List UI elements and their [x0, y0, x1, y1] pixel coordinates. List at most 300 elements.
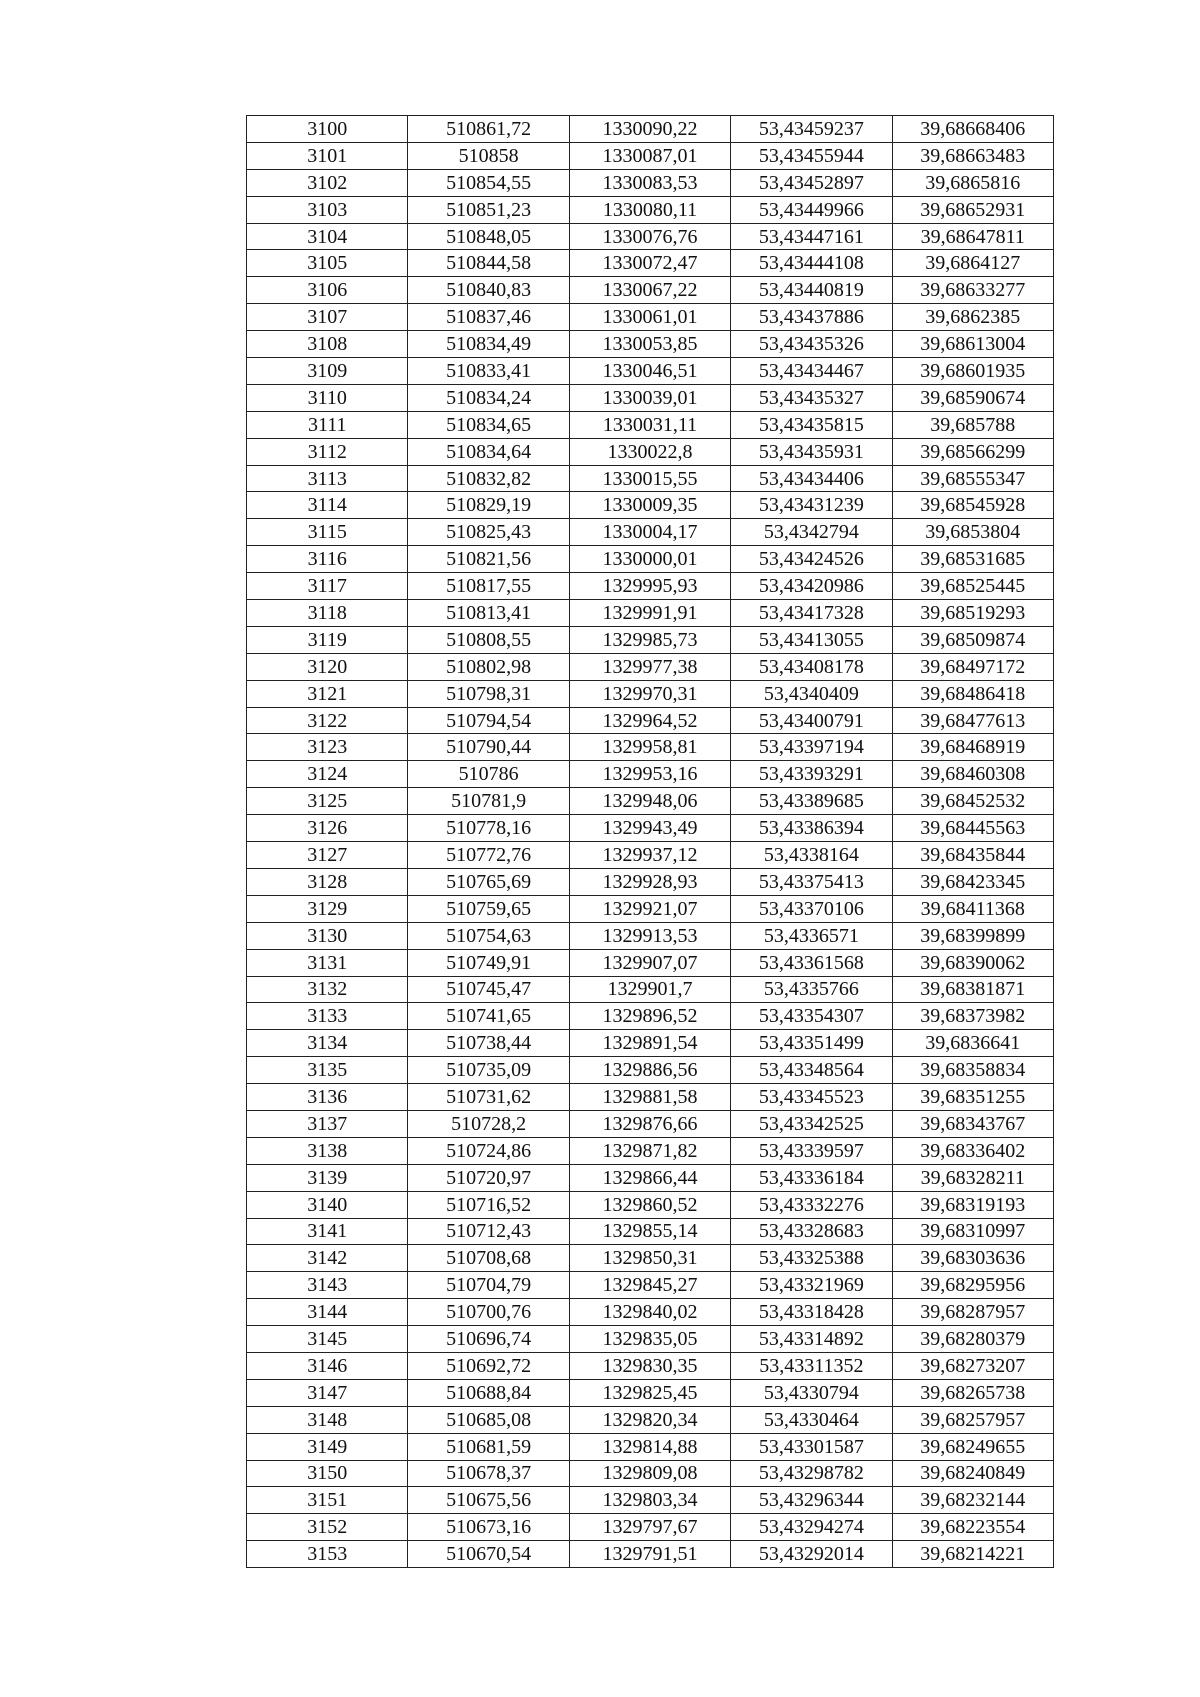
y-coordinate-cell: 1329809,08 — [569, 1460, 730, 1487]
x-coordinate-cell: 510738,44 — [408, 1030, 569, 1057]
latitude-cell: 53,43361568 — [731, 949, 892, 976]
table-row — [247, 1218, 1054, 1245]
y-coordinate-cell: 1330076,76 — [569, 223, 730, 250]
latitude-cell: 53,43348564 — [731, 1057, 892, 1084]
y-coordinate-cell: 1329948,06 — [569, 788, 730, 815]
longitude-cell: 39,68381871 — [892, 976, 1053, 1003]
table-row — [247, 734, 1054, 761]
latitude-cell: 53,4338164 — [731, 842, 892, 869]
longitude-cell: 39,68319193 — [892, 1191, 1053, 1218]
latitude-cell: 53,43332276 — [731, 1191, 892, 1218]
latitude-cell: 53,43296344 — [731, 1487, 892, 1514]
latitude-cell: 53,43449966 — [731, 196, 892, 223]
x-coordinate-cell: 510673,16 — [408, 1514, 569, 1541]
latitude-cell: 53,43311352 — [731, 1352, 892, 1379]
x-coordinate-cell: 510745,47 — [408, 976, 569, 1003]
y-coordinate-cell: 1330067,22 — [569, 277, 730, 304]
y-coordinate-cell: 1329985,73 — [569, 626, 730, 653]
table-row — [247, 1191, 1054, 1218]
x-coordinate-cell: 510834,65 — [408, 411, 569, 438]
point-number-cell: 3117 — [247, 573, 408, 600]
x-coordinate-cell: 510781,9 — [408, 788, 569, 815]
y-coordinate-cell: 1329886,56 — [569, 1057, 730, 1084]
latitude-cell: 53,4336571 — [731, 922, 892, 949]
table-row — [247, 465, 1054, 492]
latitude-cell: 53,43328683 — [731, 1218, 892, 1245]
x-coordinate-cell: 510778,16 — [408, 815, 569, 842]
point-number-cell: 3102 — [247, 169, 408, 196]
table-row — [247, 169, 1054, 196]
longitude-cell: 39,68497172 — [892, 653, 1053, 680]
point-number-cell: 3112 — [247, 438, 408, 465]
longitude-cell: 39,68336402 — [892, 1137, 1053, 1164]
y-coordinate-cell: 1330087,01 — [569, 142, 730, 169]
x-coordinate-cell: 510692,72 — [408, 1352, 569, 1379]
longitude-cell: 39,6853804 — [892, 519, 1053, 546]
longitude-cell: 39,68509874 — [892, 626, 1053, 653]
longitude-cell: 39,68240849 — [892, 1460, 1053, 1487]
point-number-cell: 3150 — [247, 1460, 408, 1487]
x-coordinate-cell: 510840,83 — [408, 277, 569, 304]
table-row — [247, 1272, 1054, 1299]
table-row — [247, 1299, 1054, 1326]
longitude-cell: 39,68468919 — [892, 734, 1053, 761]
table-row — [247, 1003, 1054, 1030]
y-coordinate-cell: 1329860,52 — [569, 1191, 730, 1218]
y-coordinate-cell: 1329901,7 — [569, 976, 730, 1003]
table-row — [247, 1245, 1054, 1272]
y-coordinate-cell: 1330072,47 — [569, 250, 730, 277]
longitude-cell: 39,68566299 — [892, 438, 1053, 465]
x-coordinate-cell: 510708,68 — [408, 1245, 569, 1272]
table-row — [247, 1110, 1054, 1137]
longitude-cell: 39,68525445 — [892, 573, 1053, 600]
table-row — [247, 1541, 1054, 1568]
table-row — [247, 1030, 1054, 1057]
x-coordinate-cell: 510704,79 — [408, 1272, 569, 1299]
longitude-cell: 39,68265738 — [892, 1379, 1053, 1406]
latitude-cell: 53,43417328 — [731, 600, 892, 627]
table-row — [247, 223, 1054, 250]
table-row — [247, 1057, 1054, 1084]
longitude-cell: 39,68328211 — [892, 1164, 1053, 1191]
point-number-cell: 3115 — [247, 519, 408, 546]
longitude-cell: 39,68287957 — [892, 1299, 1053, 1326]
latitude-cell: 53,43339597 — [731, 1137, 892, 1164]
y-coordinate-cell: 1330090,22 — [569, 116, 730, 143]
latitude-cell: 53,43452897 — [731, 169, 892, 196]
y-coordinate-cell: 1329991,91 — [569, 600, 730, 627]
table-row — [247, 1352, 1054, 1379]
y-coordinate-cell: 1329797,67 — [569, 1514, 730, 1541]
latitude-cell: 53,43294274 — [731, 1514, 892, 1541]
point-number-cell: 3145 — [247, 1326, 408, 1353]
point-number-cell: 3137 — [247, 1110, 408, 1137]
point-number-cell: 3142 — [247, 1245, 408, 1272]
y-coordinate-cell: 1329907,07 — [569, 949, 730, 976]
latitude-cell: 53,43431239 — [731, 492, 892, 519]
y-coordinate-cell: 1329871,82 — [569, 1137, 730, 1164]
table-row — [247, 1137, 1054, 1164]
table-row — [247, 1326, 1054, 1353]
y-coordinate-cell: 1329921,07 — [569, 895, 730, 922]
point-number-cell: 3105 — [247, 250, 408, 277]
latitude-cell: 53,43397194 — [731, 734, 892, 761]
point-number-cell: 3153 — [247, 1541, 408, 1568]
x-coordinate-cell: 510735,09 — [408, 1057, 569, 1084]
table-row — [247, 895, 1054, 922]
longitude-cell: 39,68486418 — [892, 680, 1053, 707]
y-coordinate-cell: 1329820,34 — [569, 1406, 730, 1433]
x-coordinate-cell: 510741,65 — [408, 1003, 569, 1030]
point-number-cell: 3106 — [247, 277, 408, 304]
latitude-cell: 53,43393291 — [731, 761, 892, 788]
longitude-cell: 39,68445563 — [892, 815, 1053, 842]
y-coordinate-cell: 1330083,53 — [569, 169, 730, 196]
table-row — [247, 1406, 1054, 1433]
x-coordinate-cell: 510696,74 — [408, 1326, 569, 1353]
latitude-cell: 53,43351499 — [731, 1030, 892, 1057]
y-coordinate-cell: 1330004,17 — [569, 519, 730, 546]
y-coordinate-cell: 1329803,34 — [569, 1487, 730, 1514]
point-number-cell: 3120 — [247, 653, 408, 680]
x-coordinate-cell: 510720,97 — [408, 1164, 569, 1191]
point-number-cell: 3126 — [247, 815, 408, 842]
table-row — [247, 922, 1054, 949]
point-number-cell: 3131 — [247, 949, 408, 976]
longitude-cell: 39,68477613 — [892, 707, 1053, 734]
latitude-cell: 53,43459237 — [731, 116, 892, 143]
latitude-cell: 53,43298782 — [731, 1460, 892, 1487]
x-coordinate-cell: 510813,41 — [408, 600, 569, 627]
longitude-cell: 39,68423345 — [892, 868, 1053, 895]
longitude-cell: 39,68590674 — [892, 384, 1053, 411]
x-coordinate-cell: 510833,41 — [408, 358, 569, 385]
y-coordinate-cell: 1330080,11 — [569, 196, 730, 223]
point-number-cell: 3107 — [247, 304, 408, 331]
table-row — [247, 142, 1054, 169]
y-coordinate-cell: 1329964,52 — [569, 707, 730, 734]
latitude-cell: 53,4340409 — [731, 680, 892, 707]
x-coordinate-cell: 510754,63 — [408, 922, 569, 949]
longitude-cell: 39,68280379 — [892, 1326, 1053, 1353]
y-coordinate-cell: 1329881,58 — [569, 1084, 730, 1111]
x-coordinate-cell: 510829,19 — [408, 492, 569, 519]
x-coordinate-cell: 510749,91 — [408, 949, 569, 976]
point-number-cell: 3141 — [247, 1218, 408, 1245]
y-coordinate-cell: 1329850,31 — [569, 1245, 730, 1272]
y-coordinate-cell: 1329913,53 — [569, 922, 730, 949]
point-number-cell: 3138 — [247, 1137, 408, 1164]
latitude-cell: 53,43314892 — [731, 1326, 892, 1353]
y-coordinate-cell: 1329943,49 — [569, 815, 730, 842]
y-coordinate-cell: 1329855,14 — [569, 1218, 730, 1245]
x-coordinate-cell: 510688,84 — [408, 1379, 569, 1406]
table-row — [247, 573, 1054, 600]
y-coordinate-cell: 1330022,8 — [569, 438, 730, 465]
latitude-cell: 53,43435326 — [731, 331, 892, 358]
point-number-cell: 3129 — [247, 895, 408, 922]
latitude-cell: 53,43389685 — [731, 788, 892, 815]
latitude-cell: 53,43342525 — [731, 1110, 892, 1137]
point-number-cell: 3101 — [247, 142, 408, 169]
y-coordinate-cell: 1330039,01 — [569, 384, 730, 411]
table-row — [247, 358, 1054, 385]
table-row — [247, 1514, 1054, 1541]
x-coordinate-cell: 510716,52 — [408, 1191, 569, 1218]
table-row — [247, 680, 1054, 707]
point-number-cell: 3144 — [247, 1299, 408, 1326]
table-row — [247, 492, 1054, 519]
y-coordinate-cell: 1329937,12 — [569, 842, 730, 869]
table-row — [247, 600, 1054, 627]
longitude-cell: 39,68601935 — [892, 358, 1053, 385]
longitude-cell: 39,6864127 — [892, 250, 1053, 277]
y-coordinate-cell: 1329825,45 — [569, 1379, 730, 1406]
longitude-cell: 39,685788 — [892, 411, 1053, 438]
table-row — [247, 519, 1054, 546]
longitude-cell: 39,68214221 — [892, 1541, 1053, 1568]
point-number-cell: 3118 — [247, 600, 408, 627]
latitude-cell: 53,43435327 — [731, 384, 892, 411]
y-coordinate-cell: 1329896,52 — [569, 1003, 730, 1030]
point-number-cell: 3143 — [247, 1272, 408, 1299]
x-coordinate-cell: 510765,69 — [408, 868, 569, 895]
longitude-cell: 39,68373982 — [892, 1003, 1053, 1030]
y-coordinate-cell: 1330031,11 — [569, 411, 730, 438]
x-coordinate-cell: 510821,56 — [408, 546, 569, 573]
x-coordinate-cell: 510759,65 — [408, 895, 569, 922]
x-coordinate-cell: 510834,64 — [408, 438, 569, 465]
y-coordinate-cell: 1329840,02 — [569, 1299, 730, 1326]
point-number-cell: 3121 — [247, 680, 408, 707]
longitude-cell: 39,68232144 — [892, 1487, 1053, 1514]
latitude-cell: 53,43325388 — [731, 1245, 892, 1272]
y-coordinate-cell: 1330015,55 — [569, 465, 730, 492]
latitude-cell: 53,43400791 — [731, 707, 892, 734]
latitude-cell: 53,43420986 — [731, 573, 892, 600]
point-number-cell: 3128 — [247, 868, 408, 895]
longitude-cell: 39,68257957 — [892, 1406, 1053, 1433]
table-row — [247, 868, 1054, 895]
longitude-cell: 39,68555347 — [892, 465, 1053, 492]
point-number-cell: 3130 — [247, 922, 408, 949]
x-coordinate-cell: 510712,43 — [408, 1218, 569, 1245]
y-coordinate-cell: 1329830,35 — [569, 1352, 730, 1379]
table-row — [247, 1379, 1054, 1406]
table-row — [247, 1084, 1054, 1111]
point-number-cell: 3146 — [247, 1352, 408, 1379]
latitude-cell: 53,43435815 — [731, 411, 892, 438]
longitude-cell: 39,68545928 — [892, 492, 1053, 519]
table-row — [247, 976, 1054, 1003]
x-coordinate-cell: 510834,24 — [408, 384, 569, 411]
point-number-cell: 3125 — [247, 788, 408, 815]
table-row — [247, 1433, 1054, 1460]
table-row — [247, 546, 1054, 573]
longitude-cell: 39,6836641 — [892, 1030, 1053, 1057]
point-number-cell: 3122 — [247, 707, 408, 734]
x-coordinate-cell: 510772,76 — [408, 842, 569, 869]
x-coordinate-cell: 510825,43 — [408, 519, 569, 546]
y-coordinate-cell: 1329814,88 — [569, 1433, 730, 1460]
table-row — [247, 196, 1054, 223]
table-row — [247, 1487, 1054, 1514]
y-coordinate-cell: 1329891,54 — [569, 1030, 730, 1057]
x-coordinate-cell: 510731,62 — [408, 1084, 569, 1111]
point-number-cell: 3109 — [247, 358, 408, 385]
x-coordinate-cell: 510851,23 — [408, 196, 569, 223]
latitude-cell: 53,43413055 — [731, 626, 892, 653]
latitude-cell: 53,43437886 — [731, 304, 892, 331]
latitude-cell: 53,43375413 — [731, 868, 892, 895]
table-row — [247, 250, 1054, 277]
x-coordinate-cell: 510798,31 — [408, 680, 569, 707]
longitude-cell: 39,68663483 — [892, 142, 1053, 169]
longitude-cell: 39,68223554 — [892, 1514, 1053, 1541]
point-number-cell: 3124 — [247, 761, 408, 788]
y-coordinate-cell: 1330046,51 — [569, 358, 730, 385]
x-coordinate-cell: 510844,58 — [408, 250, 569, 277]
longitude-cell: 39,68249655 — [892, 1433, 1053, 1460]
y-coordinate-cell: 1330000,01 — [569, 546, 730, 573]
point-number-cell: 3134 — [247, 1030, 408, 1057]
table-row — [247, 438, 1054, 465]
latitude-cell: 53,4342794 — [731, 519, 892, 546]
latitude-cell: 53,43354307 — [731, 1003, 892, 1030]
point-number-cell: 3100 — [247, 116, 408, 143]
coordinates-table — [246, 115, 1054, 1568]
point-number-cell: 3140 — [247, 1191, 408, 1218]
point-number-cell: 3104 — [247, 223, 408, 250]
x-coordinate-cell: 510685,08 — [408, 1406, 569, 1433]
table-row — [247, 411, 1054, 438]
y-coordinate-cell: 1329970,31 — [569, 680, 730, 707]
latitude-cell: 53,43455944 — [731, 142, 892, 169]
longitude-cell: 39,68411368 — [892, 895, 1053, 922]
point-number-cell: 3103 — [247, 196, 408, 223]
x-coordinate-cell: 510802,98 — [408, 653, 569, 680]
x-coordinate-cell: 510854,55 — [408, 169, 569, 196]
point-number-cell: 3127 — [247, 842, 408, 869]
y-coordinate-cell: 1329866,44 — [569, 1164, 730, 1191]
longitude-cell: 39,68519293 — [892, 600, 1053, 627]
table-row — [247, 842, 1054, 869]
x-coordinate-cell: 510728,2 — [408, 1110, 569, 1137]
x-coordinate-cell: 510724,86 — [408, 1137, 569, 1164]
x-coordinate-cell: 510675,56 — [408, 1487, 569, 1514]
longitude-cell: 39,68435844 — [892, 842, 1053, 869]
latitude-cell: 53,43318428 — [731, 1299, 892, 1326]
table-row — [247, 949, 1054, 976]
longitude-cell: 39,68358834 — [892, 1057, 1053, 1084]
latitude-cell: 53,43336184 — [731, 1164, 892, 1191]
x-coordinate-cell: 510786 — [408, 761, 569, 788]
longitude-cell: 39,68613004 — [892, 331, 1053, 358]
latitude-cell: 53,43435931 — [731, 438, 892, 465]
latitude-cell: 53,43434467 — [731, 358, 892, 385]
latitude-cell: 53,43345523 — [731, 1084, 892, 1111]
point-number-cell: 3111 — [247, 411, 408, 438]
longitude-cell: 39,68351255 — [892, 1084, 1053, 1111]
point-number-cell: 3123 — [247, 734, 408, 761]
longitude-cell: 39,6865816 — [892, 169, 1053, 196]
point-number-cell: 3151 — [247, 1487, 408, 1514]
y-coordinate-cell: 1329977,38 — [569, 653, 730, 680]
longitude-cell: 39,68303636 — [892, 1245, 1053, 1272]
table-row — [247, 1460, 1054, 1487]
x-coordinate-cell: 510834,49 — [408, 331, 569, 358]
point-number-cell: 3139 — [247, 1164, 408, 1191]
x-coordinate-cell: 510790,44 — [408, 734, 569, 761]
latitude-cell: 53,43408178 — [731, 653, 892, 680]
longitude-cell: 39,68652931 — [892, 196, 1053, 223]
latitude-cell: 53,43424526 — [731, 546, 892, 573]
x-coordinate-cell: 510794,54 — [408, 707, 569, 734]
y-coordinate-cell: 1329928,93 — [569, 868, 730, 895]
x-coordinate-cell: 510817,55 — [408, 573, 569, 600]
y-coordinate-cell: 1329845,27 — [569, 1272, 730, 1299]
longitude-cell: 39,68390062 — [892, 949, 1053, 976]
x-coordinate-cell: 510848,05 — [408, 223, 569, 250]
table-row — [247, 788, 1054, 815]
table-row — [247, 653, 1054, 680]
table-row — [247, 331, 1054, 358]
point-number-cell: 3113 — [247, 465, 408, 492]
latitude-cell: 53,4330794 — [731, 1379, 892, 1406]
latitude-cell: 53,43434406 — [731, 465, 892, 492]
table-row — [247, 116, 1054, 143]
y-coordinate-cell: 1329876,66 — [569, 1110, 730, 1137]
longitude-cell: 39,68295956 — [892, 1272, 1053, 1299]
latitude-cell: 53,43370106 — [731, 895, 892, 922]
x-coordinate-cell: 510858 — [408, 142, 569, 169]
point-number-cell: 3136 — [247, 1084, 408, 1111]
y-coordinate-cell: 1330009,35 — [569, 492, 730, 519]
x-coordinate-cell: 510808,55 — [408, 626, 569, 653]
x-coordinate-cell: 510700,76 — [408, 1299, 569, 1326]
y-coordinate-cell: 1329791,51 — [569, 1541, 730, 1568]
table-row — [247, 304, 1054, 331]
y-coordinate-cell: 1329953,16 — [569, 761, 730, 788]
table-row — [247, 1164, 1054, 1191]
latitude-cell: 53,43444108 — [731, 250, 892, 277]
point-number-cell: 3108 — [247, 331, 408, 358]
y-coordinate-cell: 1329958,81 — [569, 734, 730, 761]
longitude-cell: 39,68531685 — [892, 546, 1053, 573]
longitude-cell: 39,6862385 — [892, 304, 1053, 331]
longitude-cell: 39,68460308 — [892, 761, 1053, 788]
table-row — [247, 707, 1054, 734]
longitude-cell: 39,68399899 — [892, 922, 1053, 949]
point-number-cell: 3114 — [247, 492, 408, 519]
point-number-cell: 3110 — [247, 384, 408, 411]
x-coordinate-cell: 510837,46 — [408, 304, 569, 331]
x-coordinate-cell: 510681,59 — [408, 1433, 569, 1460]
table-row — [247, 277, 1054, 304]
latitude-cell: 53,4335766 — [731, 976, 892, 1003]
coordinates-table-body — [247, 116, 1054, 1568]
y-coordinate-cell: 1330053,85 — [569, 331, 730, 358]
latitude-cell: 53,43386394 — [731, 815, 892, 842]
point-number-cell: 3149 — [247, 1433, 408, 1460]
longitude-cell: 39,68310997 — [892, 1218, 1053, 1245]
table-row — [247, 815, 1054, 842]
latitude-cell: 53,43301587 — [731, 1433, 892, 1460]
point-number-cell: 3148 — [247, 1406, 408, 1433]
longitude-cell: 39,68633277 — [892, 277, 1053, 304]
longitude-cell: 39,68647811 — [892, 223, 1053, 250]
